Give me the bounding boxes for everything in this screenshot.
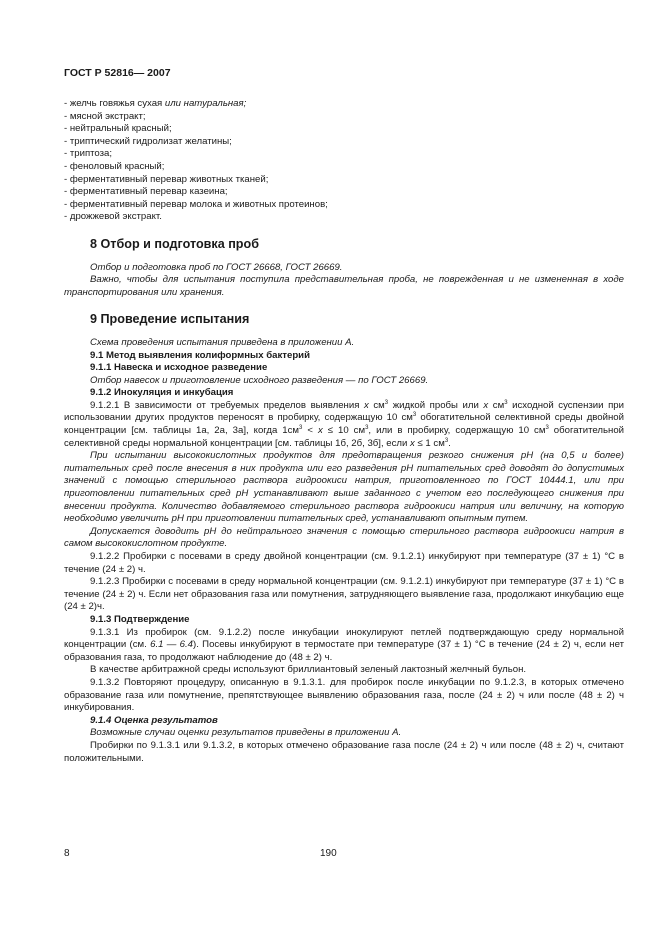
list-item: - желчь говяжья сухая или натуральная; <box>64 98 247 109</box>
page-number-left: 8 <box>64 848 70 859</box>
document-header: ГОСТ Р 52816— 2007 <box>64 67 171 79</box>
subsection-9-1-heading: 9.1 Метод выявления колиформных бактерий <box>90 349 310 361</box>
paragraph-9-1-3-2: 9.1.3.2 Повторяют процедуру, описанную в 9.1.3.1. для пробирок после инкубации по 9.1.2.3, в которых отмечено образование газа или помутнение, препятствующее выявлению образования газа, после (24 ± 2) ч или после (48 ± 2) ч инкубирования. <box>64 676 624 714</box>
paragraph-9-1-3-1: 9.1.3.1 Из пробирок (см. 9.1.2.2) после инкубации инокулируют петлей подтверждающую среду нормальной концентрации (см. 6.1 — 6.4). Посевы инкубируют в термостате при температуре (37 ± 1) °С в течение (24 ± 2) ч, если нет образования газа, то продолжают наблюдение до (48 ± 2) ч. <box>64 626 624 663</box>
list-item: - дрожжевой экстракт. <box>64 211 162 223</box>
paragraph-neutral-ph: Допускается доводить рН до нейтрального значения с помощью стерильного раствора гидроокиси натрия в самом высококислотном продукте. <box>64 525 624 550</box>
page-content <box>64 98 624 765</box>
ingredient-list <box>64 98 624 224</box>
subsection-9-1-1-heading: 9.1.1 Навеска и исходное разведение <box>90 362 268 374</box>
paragraph-high-acid: При испытании высококислотных продуктов для предотвращения резкого снижения рН (на 0,5 и более) питательных сред после внесения в них продукта или его разведения рН питательных сред доводят до допустимых значений с помощью стерильного раствора гидроокиси натрия, приготовленного по ГОСТ 10444.1, или при приготовлении питательных сред рН устанавливают выше заданного с учетом его последующего снижения при внесении продукта. Количество добавляемого стерильного раствора гидроокиси натрия или величину, на которую необходимо увеличить рН при приготовлении питательных сред, устанавливают опытным путем. <box>64 450 624 525</box>
list-item: - триптический гидролизат желатины; <box>64 135 232 147</box>
list-item: - ферментативный перевар казеина; <box>64 186 228 198</box>
paragraph-9-1-2-2: 9.1.2.2 Пробирки с посевами в среду двойной концентрации (см. 9.1.2.1) инкубируют при температуре (37 ± 1) °С в течение (24 ± 2) ч. <box>64 551 624 575</box>
paragraph-9-1-1: Отбор навесок и приготовление исходного разведения — по ГОСТ 26669. <box>90 374 429 386</box>
list-item: - ферментативный перевар животных тканей; <box>64 173 269 185</box>
paragraph-9-1-4-b: Пробирки по 9.1.3.1 или 9.1.3.2, в которых отмечено образование газа после (24 ± 2) ч или после (48 ± 2) ч, считают положительными. <box>64 739 624 764</box>
section-8-paragraph: Отбор и подготовка проб по ГОСТ 26668, ГОСТ 26669. <box>90 261 343 273</box>
section-8-heading: 8 Отбор и подготовка проб <box>90 236 259 251</box>
page-number-center: 190 <box>320 848 337 859</box>
list-item: - нейтральный красный; <box>64 123 172 135</box>
subsection-9-1-4-heading: 9.1.4 Оценка результатов <box>90 714 218 726</box>
list-item: - мясной экстракт; <box>64 110 146 122</box>
subsection-9-1-3-heading: 9.1.3 Подтверждение <box>90 613 190 625</box>
list-item: - ферментативный перевар молока и животных протеинов; <box>64 198 328 210</box>
paragraph-arbitration: В качестве арбитражной среды используют бриллиантовый зеленый лактозный желчный бульон. <box>90 664 527 676</box>
paragraph-9-1-2-3: 9.1.2.3 Пробирки с посевами в среду нормальной концентрации (см. 9.1.2.1) инкубируют при температуре (37 ± 1) °С в течение (24 ± 2) ч. Если нет образования газа или помутнения, затрудняющего выявление газа, продолжают инкубацию еще (24 ± 2)ч. <box>64 576 624 613</box>
list-item: - феноловый красный; <box>64 160 165 172</box>
paragraph-9-1-4: Возможные случаи оценки результатов приведены в приложении А. <box>90 727 402 739</box>
list-item: - триптоза; <box>64 148 113 160</box>
section-9-heading: 9 Проведение испытания <box>90 312 250 327</box>
section-8-paragraph: Важно, чтобы для испытания поступила представительная проба, не поврежденная и не измененная в ходе транспортирования или хранения. <box>64 274 624 298</box>
subsection-9-1-2-heading: 9.1.2 Инокуляция и инкубация <box>90 387 234 399</box>
paragraph-9-1-2-1: 9.1.2.1 В зависимости от требуемых пределов выявления x $см^3$ жидкой пробы или x $см^3$ исходной суспензии при использовании других продуктов переносят в пробирку, содержащую 10 $см^3$ обогатительной селективной среды двойной концентрации [см. таблицы 1а, 2а, 3а], когда $1см^3 < x \le 10$ $см^3$, или в пробирку, содержащую 10 $см^3$ обогатительной селективной среды нормальной концентрации [см. таблицы 1б, 2б, 3б], если x ≤ 1 $см^3$. <box>64 399 625 449</box>
section-9-intro: Схема проведения испытания приведена в приложении А. <box>90 336 355 348</box>
